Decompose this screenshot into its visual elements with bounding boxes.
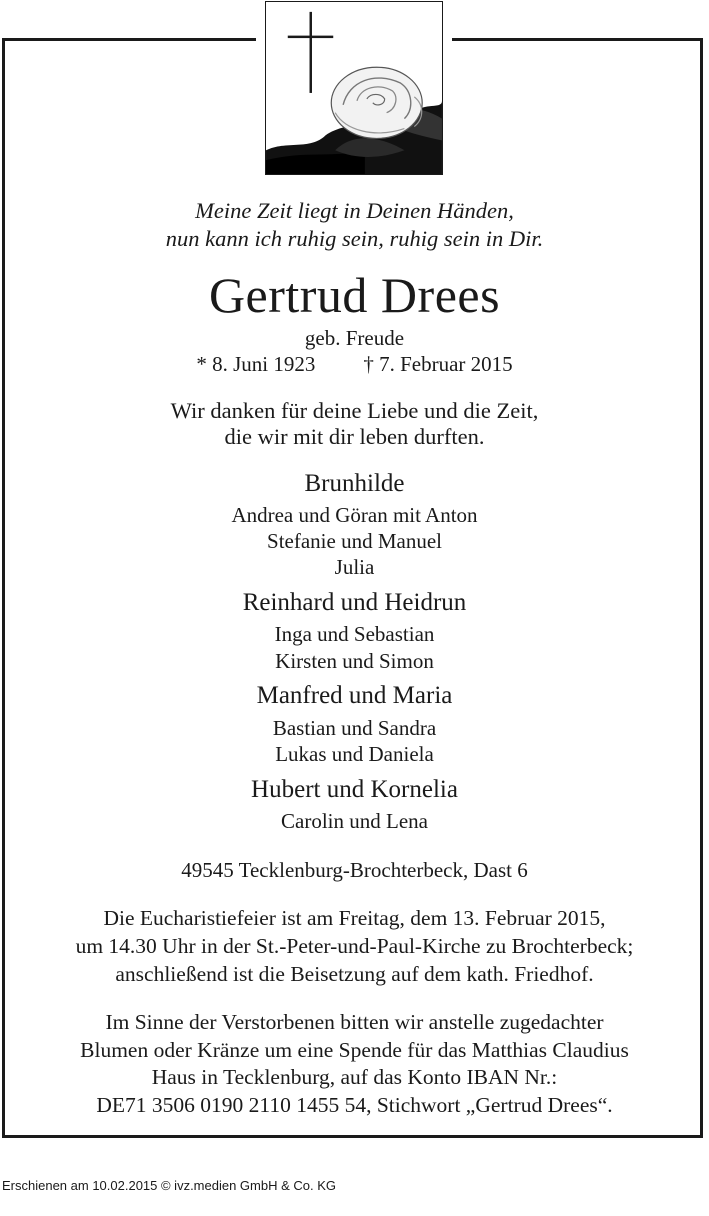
- service-line-2: um 14.30 Uhr in der St.-Peter-und-Paul-Kirche zu Brochterbeck;: [75, 934, 634, 958]
- deceased-name: Gertrud Drees: [208, 267, 501, 323]
- thanks-line-1: Wir danken für deine Liebe und die Zeit,: [170, 398, 539, 423]
- address: 49545 Tecklenburg-Brochterbeck, Dast 6: [181, 858, 528, 882]
- family-head-4: Hubert und Kornelia: [251, 776, 458, 803]
- family-member: Stefanie und Manuel: [267, 529, 442, 553]
- service-line-3: anschließend ist die Beisetzung auf dem kath. Friedhof.: [115, 962, 594, 986]
- family-member: Kirsten und Simon: [275, 649, 434, 673]
- donation-line-4: DE71 3506 0190 2110 1455 54, Stichwort „Gertrud Drees“.: [96, 1093, 613, 1117]
- publication-footer: Erschienen am 10.02.2015 © ivz.medien GmbH & Co. KG: [2, 1178, 337, 1193]
- motto-line-1: Meine Zeit liegt in Deinen Händen,: [195, 198, 514, 223]
- donation-line-3: Haus in Tecklenburg, auf das Konto IBAN Nr.:: [151, 1065, 558, 1089]
- life-dates: [0, 352, 709, 377]
- family-member: Bastian und Sandra: [272, 716, 437, 740]
- motto-line-2: nun kann ich ruhig sein, ruhig sein in Dir.: [165, 226, 544, 251]
- cross-and-rose-icon: [265, 1, 443, 175]
- death-date: † 7. Februar 2015: [363, 352, 513, 376]
- service-line-1: Die Eucharistiefeier ist am Freitag, dem 13. Februar 2015,: [103, 906, 606, 930]
- family-head-1: Brunhilde: [304, 470, 405, 497]
- family-member: Andrea und Göran mit Anton: [231, 503, 478, 527]
- donation-line-1: Im Sinne der Verstorbenen bitten wir anstelle zugedachter: [105, 1010, 604, 1034]
- donation-line-2: Blumen oder Kränze um eine Spende für das Matthias Claudius: [80, 1038, 629, 1062]
- family-member: Carolin und Lena: [281, 809, 428, 833]
- family-member: Julia: [334, 555, 375, 579]
- family-head-3: Manfred und Maria: [256, 682, 453, 709]
- family-member: Inga und Sebastian: [274, 622, 435, 646]
- birth-date: * 8. Juni 1923: [196, 352, 316, 376]
- family-head-2: Reinhard und Heidrun: [242, 589, 467, 616]
- maiden-name: geb. Freude: [304, 326, 405, 350]
- family-member: Lukas und Daniela: [275, 742, 434, 766]
- thanks-line-2: die wir mit dir leben durften.: [224, 424, 485, 449]
